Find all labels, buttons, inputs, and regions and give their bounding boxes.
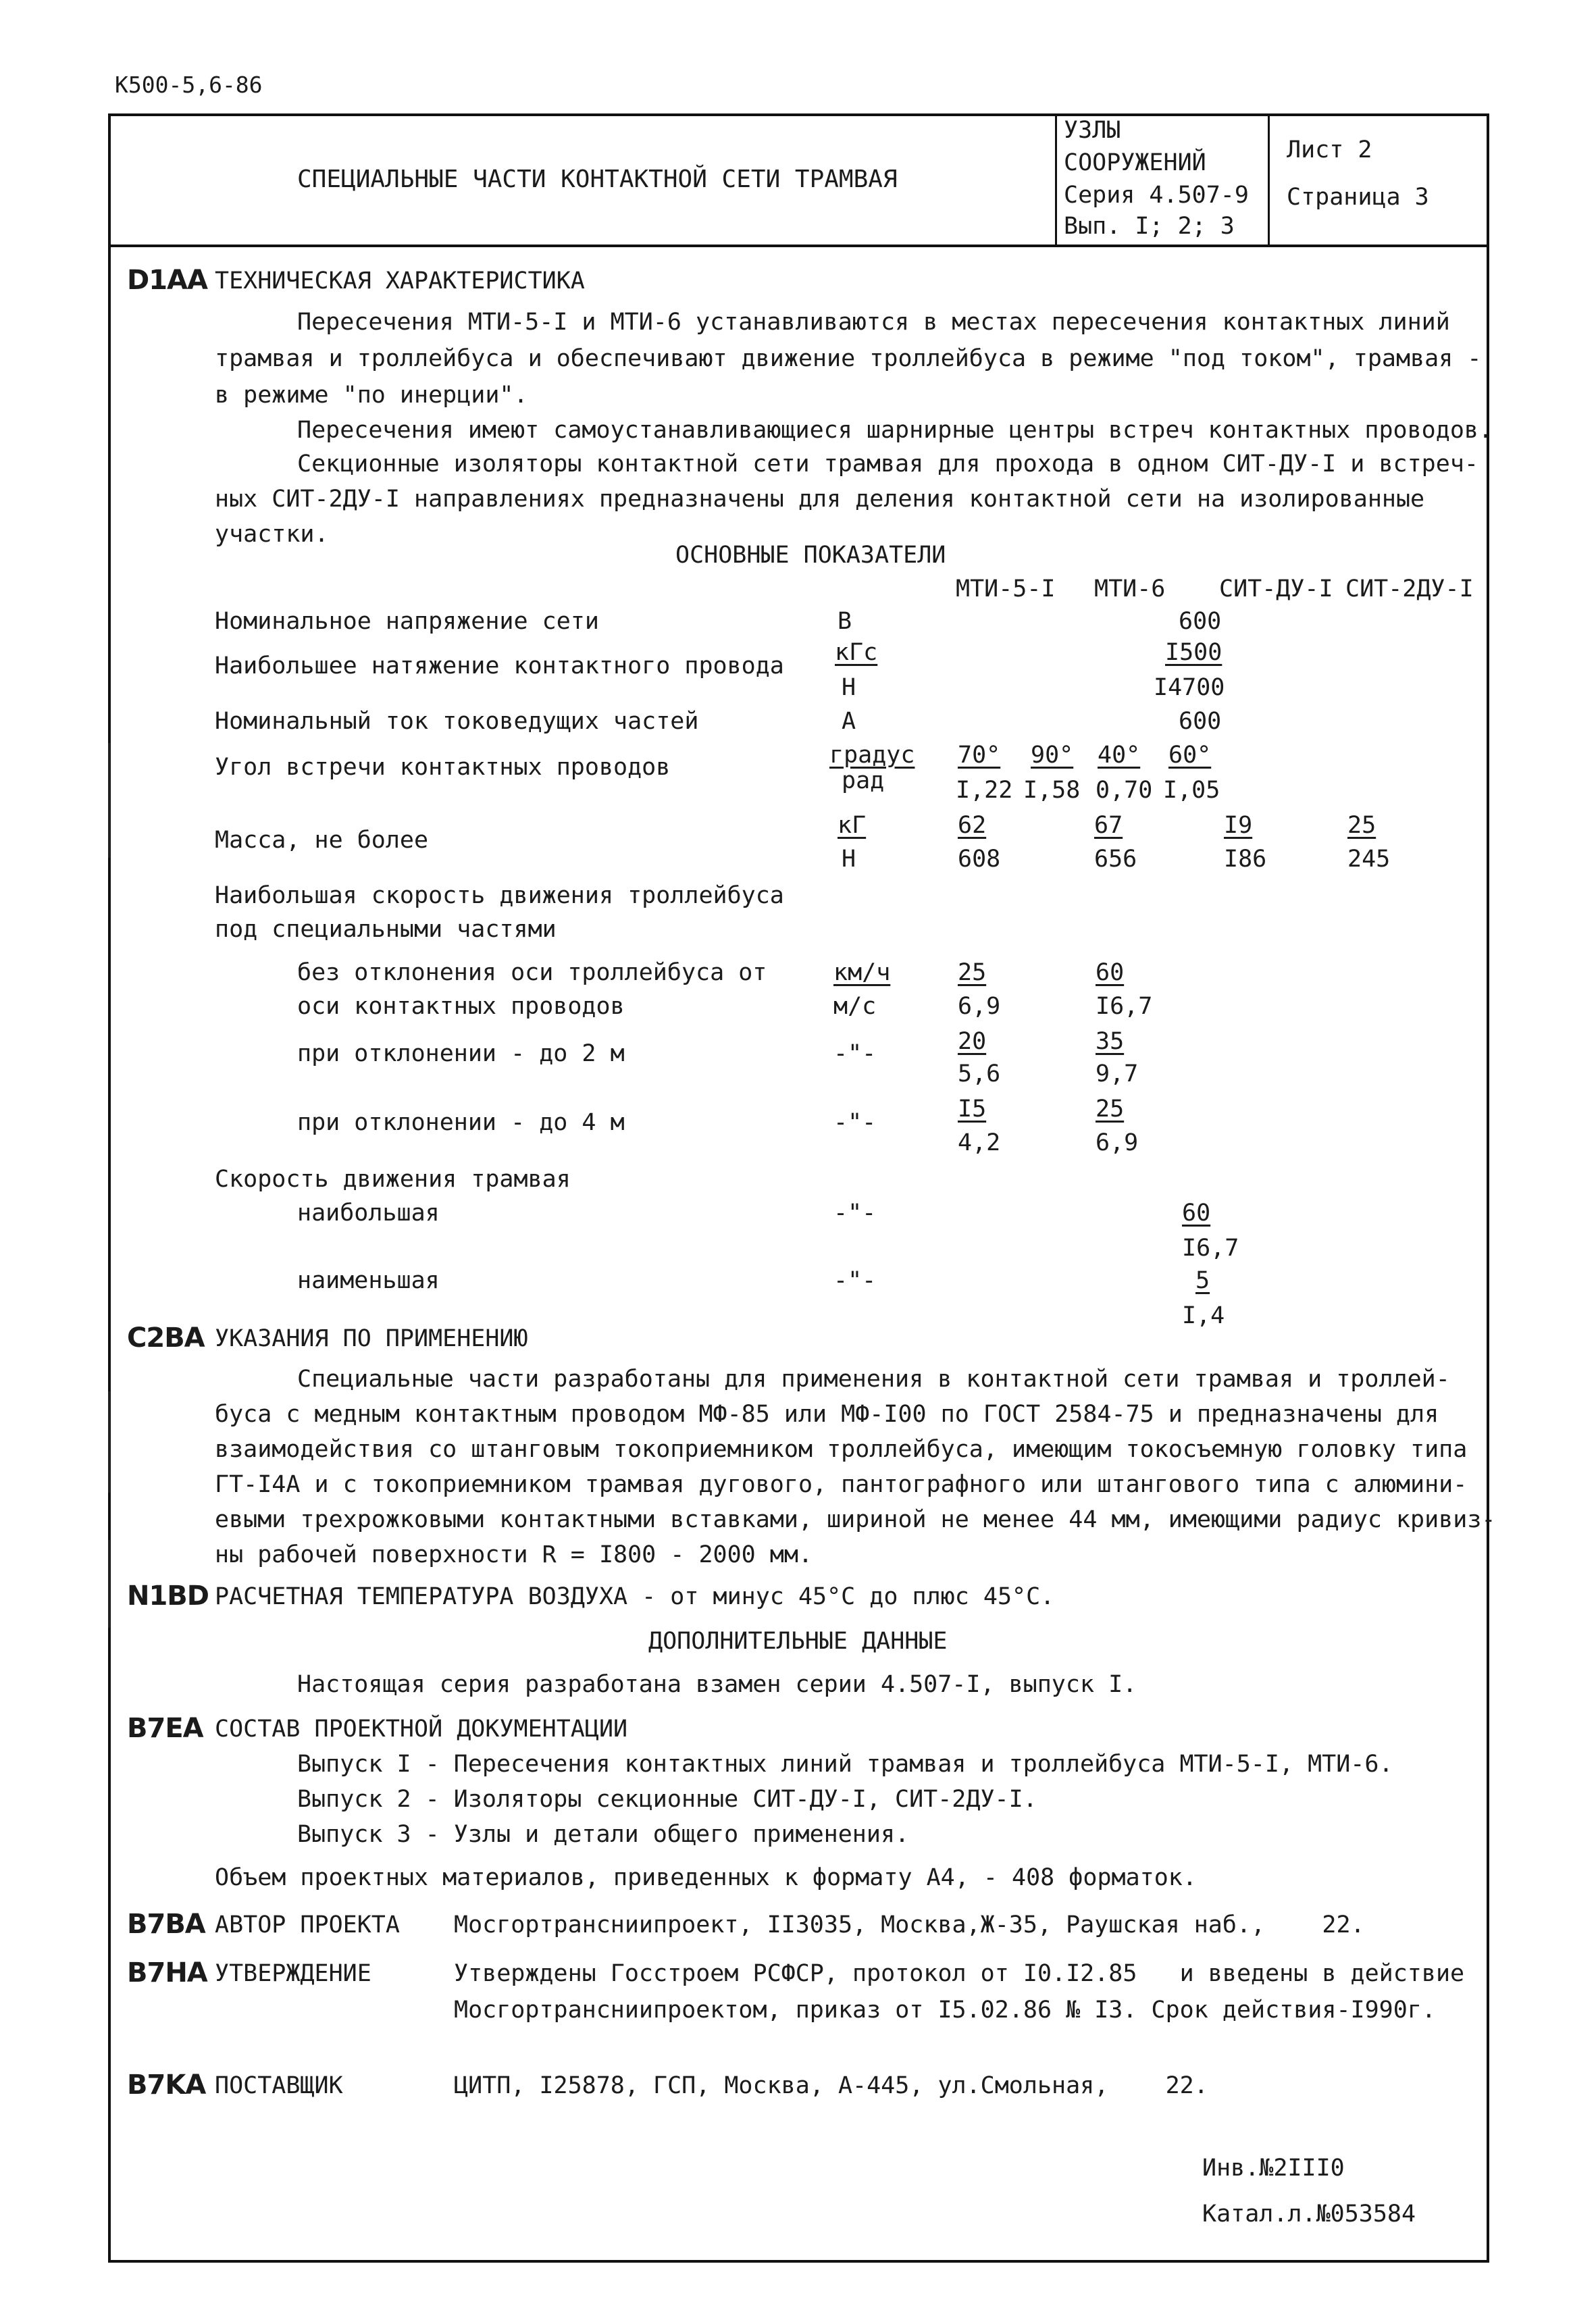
tech-text-line: Пересечения имеют самоустанавливающиеся шарнирные центры встреч контактных проводов. — [297, 417, 1493, 444]
supplier-text: ЦИТП, I25878, ГСП, Москва, А-445, ул.Смольная, 22. — [454, 2072, 1208, 2099]
tech-text-line: ных СИТ-2ДУ-I направлениях предназначены для деления контактной сети на изолированные — [215, 486, 1425, 513]
speed-value: 20 — [958, 1028, 987, 1055]
section-code-supplier: B7KA — [127, 2069, 206, 2101]
section-code-usage: C2BA — [127, 1322, 205, 1354]
unit-angle-top: градус — [829, 742, 915, 769]
document-code: К500-5,6-86 — [115, 72, 263, 98]
margin-mark — [108, 1540, 110, 1628]
speed-row-label: оси контактных проводов — [297, 993, 625, 1020]
usage-text-line: ны рабочей поверхности R = I800 - 2000 мм. — [215, 1541, 813, 1568]
angle-value-top: 90° — [1031, 742, 1074, 769]
tech-text-line: Секционные изоляторы контактной сети трамвая для прохода в одном СИТ-ДУ-I и встреч- — [297, 451, 1478, 478]
tram-max-top: 60 — [1182, 1200, 1211, 1227]
speed-row-unit-bottom: м/с — [833, 993, 877, 1020]
column-header: СИТ-ДУ-I — [1219, 575, 1333, 602]
margin-mark — [108, 743, 110, 858]
unit-mass-bottom: Н — [842, 846, 856, 873]
usage-text-line: Специальные части разработаны для применения в контактной сети трамвая и троллей- — [297, 1366, 1450, 1393]
mass-value-bottom: 608 — [958, 846, 1001, 873]
mass-value-bottom: 656 — [1094, 846, 1137, 873]
angle-value-bottom: I,58 — [1023, 777, 1081, 804]
usage-text-line: евыми трехрожковыми контактными вставками, шириной не менее 44 мм, имеющими радиус кривиз- — [215, 1506, 1496, 1533]
header-middle-line: Вып. I; 2; 3 — [1064, 213, 1235, 240]
speed-value: 60 — [1096, 959, 1125, 986]
mass-value-top: 25 — [1347, 812, 1376, 839]
sheet-number: Лист 2 — [1287, 136, 1372, 163]
column-header: МТИ-5-I — [956, 575, 1056, 602]
additional-heading: ДОПОЛНИТЕЛЬНЫЕ ДАННЫЕ — [648, 1628, 948, 1655]
header-middle-line: СООРУЖЕНИЙ — [1064, 149, 1206, 176]
value-voltage: 600 — [1179, 608, 1222, 635]
speed-row-label: при отклонении - до 4 м — [297, 1109, 625, 1136]
unit-tension-bottom: Н — [842, 674, 856, 701]
angle-value-bottom: I,22 — [956, 777, 1013, 804]
tram-max-bottom: I6,7 — [1182, 1235, 1239, 1262]
row-label-angle: Угол встречи контактных проводов — [215, 754, 671, 781]
angle-value-top: 70° — [958, 742, 1001, 769]
header-middle-line: Серия 4.507-9 — [1064, 182, 1249, 209]
row-label-tension: Наибольшее натяжение контактного провода — [215, 652, 784, 679]
tram-min-unit: -"- — [833, 1267, 877, 1294]
tram-max-label: наибольшая — [297, 1200, 440, 1227]
mass-value-bottom: I86 — [1224, 846, 1267, 873]
speed-row-label: без отклонения оси троллейбуса от — [297, 959, 767, 986]
approval-text-line: Утверждены Госстроем РСФСР, протокол от I0.I2.85 и введены в действие — [454, 1960, 1465, 1987]
docs-item: Выпуск 3 - Узлы и детали общего применения. — [297, 1821, 910, 1848]
inventory-number: Инв.№2III0 — [1202, 2155, 1345, 2182]
temperature-text: РАСЧЕТНАЯ ТЕМПЕРАТУРА ВОЗДУХА - от минус 45°С до плюс 45°С. — [215, 1583, 1055, 1610]
approval-text-line: Мосгортрансниипроектом, приказ от I5.02.86 № I3. Срок действия-I990г. — [454, 1997, 1436, 2024]
speed-value: 25 — [1096, 1096, 1125, 1123]
angle-value-top: 60° — [1168, 742, 1212, 769]
usage-text-line: буса с медным контактным проводом МФ-85 или МФ-I00 по ГОСТ 2584-75 и предназначены для — [215, 1401, 1439, 1428]
mass-value-top: 62 — [958, 812, 987, 839]
docs-heading: СОСТАВ ПРОЕКТНОЙ ДОКУМЕНТАЦИИ — [215, 1716, 628, 1743]
speed-value: 6,9 — [958, 993, 1001, 1020]
docs-volume: Объем проектных материалов, приведенных к формату А4, - 408 форматок. — [215, 1864, 1197, 1891]
tram-min-label: наименьшая — [297, 1267, 440, 1294]
unit-voltage: В — [838, 608, 852, 635]
usage-text-line: взаимодействия со штанговым токоприемником троллейбуса, имеющим токосъемную головку типа — [215, 1436, 1468, 1463]
tech-text-line: Пересечения МТИ-5-I и МТИ-6 устанавливаются в местах пересечения контактных линий — [297, 309, 1450, 336]
unit-tension-top: кГс — [835, 639, 878, 666]
header-separator-1 — [1055, 113, 1057, 246]
author-text: Мосгортрансниипроект, II3035, Москва,Ж-35, Раушская наб., 22. — [454, 1911, 1365, 1938]
tech-heading: ТЕХНИЧЕСКАЯ ХАРАКТЕРИСТИКА — [215, 267, 585, 294]
column-header: МТИ-6 — [1094, 575, 1166, 602]
header-middle-line: УЗЛЫ — [1064, 117, 1121, 144]
header-separator-2 — [1268, 113, 1270, 246]
header-divider — [108, 245, 1489, 247]
speed-value: 35 — [1096, 1028, 1125, 1055]
angle-value-bottom: 0,70 — [1096, 777, 1153, 804]
speed-value: I5 — [958, 1096, 987, 1123]
docs-item: Выпуск I - Пересечения контактных линий трамвая и троллейбуса МТИ-5-I, МТИ-6. — [297, 1751, 1393, 1778]
unit-angle-bottom: рад — [842, 767, 885, 794]
additional-text: Настоящая серия разработана взамен серии 4.507-I, выпуск I. — [297, 1671, 1137, 1698]
row-label-mass: Масса, не более — [215, 827, 429, 854]
speed-row-label: при отклонении - до 2 м — [297, 1040, 625, 1067]
docs-item: Выпуск 2 - Изоляторы секционные СИТ-ДУ-I, СИТ-2ДУ-I. — [297, 1786, 1037, 1813]
speed-row-unit-top: км/ч — [833, 959, 891, 986]
section-code-temp: N1BD — [127, 1580, 209, 1612]
section-code-author: B7BA — [127, 1909, 205, 1940]
column-header: СИТ-2ДУ-I — [1345, 575, 1474, 602]
angle-value-top: 40° — [1098, 742, 1141, 769]
supplier-label: ПОСТАВЩИК — [215, 2072, 343, 2099]
page-number: Страница 3 — [1287, 184, 1429, 211]
usage-heading: УКАЗАНИЯ ПО ПРИМЕНЕНИЮ — [215, 1325, 528, 1352]
speed-value: 9,7 — [1096, 1060, 1139, 1087]
catalog-number: Катал.л.№053584 — [1202, 2201, 1416, 2228]
speed-value: 5,6 — [958, 1060, 1001, 1087]
row-label-voltage: Номинальное напряжение сети — [215, 608, 599, 635]
section-code-docs: B7EA — [127, 1713, 203, 1744]
value-current: 600 — [1179, 708, 1222, 735]
tram-max-unit: -"- — [833, 1200, 877, 1227]
header-title: СПЕЦИАЛЬНЫЕ ЧАСТИ КОНТАКТНОЙ СЕТИ ТРАМВАЯ — [297, 165, 898, 193]
value-tension-top: I500 — [1165, 639, 1222, 666]
speed-row-unit-top: -"- — [833, 1040, 877, 1067]
speed-value: 25 — [958, 959, 987, 986]
speed-value: 6,9 — [1096, 1129, 1139, 1156]
section-code-approval: B7HA — [127, 1957, 207, 1988]
approval-label: УТВЕРЖДЕНИЕ — [215, 1960, 371, 1987]
tram-min-bottom: I,4 — [1182, 1302, 1225, 1329]
unit-mass-top: кГ — [838, 812, 867, 839]
indicators-title: ОСНОВНЫЕ ПОКАЗАТЕЛИ — [675, 542, 946, 569]
speed-value: I6,7 — [1096, 993, 1153, 1020]
mass-value-top: 67 — [1094, 812, 1123, 839]
angle-value-bottom: I,05 — [1163, 777, 1220, 804]
margin-mark — [108, 1391, 110, 1493]
speed-heading-line: Наибольшая скорость движения троллейбуса — [215, 882, 784, 909]
usage-text-line: ГТ-I4А и с токоприемником трамвая дугового, пантографного или штангового типа с алюмини- — [215, 1471, 1468, 1498]
tram-speed-heading: Скорость движения трамвая — [215, 1166, 571, 1193]
tech-text-line: трамвая и троллейбуса и обеспечивают движение троллейбуса в режиме "под током", трамвая - — [215, 345, 1482, 372]
value-tension-bottom: I4700 — [1154, 674, 1225, 701]
section-code-tech: D1AA — [127, 265, 207, 296]
unit-current: А — [842, 708, 856, 735]
author-label: АВТОР ПРОЕКТА — [215, 1911, 400, 1938]
speed-row-unit-top: -"- — [833, 1109, 877, 1136]
tech-text-line: в режиме "по инерции". — [215, 382, 528, 409]
mass-value-bottom: 245 — [1347, 846, 1391, 873]
tech-text-line: участки. — [215, 521, 329, 548]
mass-value-top: I9 — [1224, 812, 1253, 839]
speed-value: 4,2 — [958, 1129, 1001, 1156]
row-label-current: Номинальный ток токоведущих частей — [215, 708, 699, 735]
speed-heading-line: под специальными частями — [215, 916, 557, 943]
tram-min-top: 5 — [1195, 1267, 1210, 1294]
